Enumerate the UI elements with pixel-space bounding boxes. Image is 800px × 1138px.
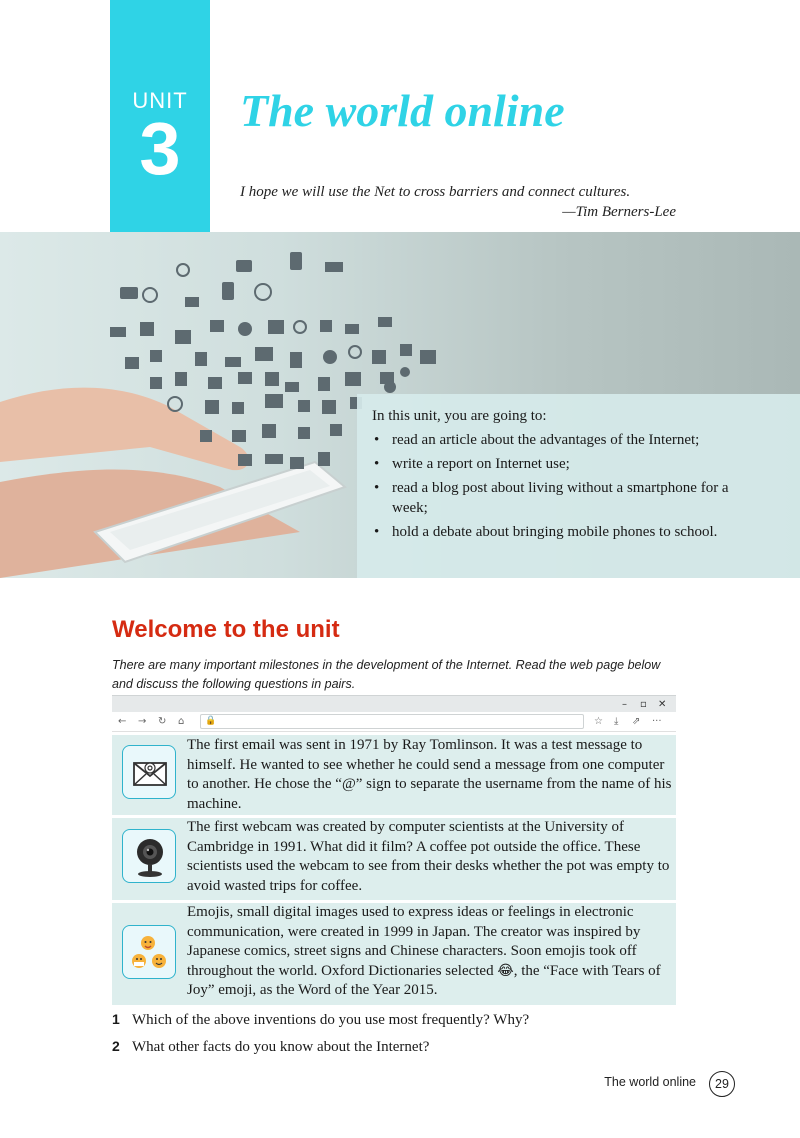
fact-card-email [112, 735, 676, 815]
fact-text: The first webcam was created by computer scientists at the University of Cambridge in 1991. What did it film? A coffee pot outside the office. These scientists used the webcam to see from their desks whether the pot was empty to avoid wasted trips for coffee. [187, 819, 670, 894]
question-1 [112, 1011, 529, 1029]
goal-item: • read a blog post about living without a smartphone for a week; [372, 478, 762, 518]
unit-number: 3 [139, 107, 181, 190]
home-icon[interactable]: ⌂ [178, 716, 185, 727]
question-text: What other facts do you know about the Internet? [132, 1039, 430, 1055]
hand-icon [0, 388, 249, 471]
section-instructions: There are many important milestones in the development of the Internet. Read the web page below and discuss the following questions in pairs. [112, 658, 661, 691]
running-footer: The world online [604, 1075, 696, 1089]
question-number: 1 [112, 1011, 120, 1027]
fact-card-emoji [112, 903, 676, 1005]
more-icon[interactable]: ··· [652, 716, 662, 727]
tears-of-joy-emoji: 😂 [497, 962, 514, 979]
fact-text-main: Emojis, small digital images used to express ideas or feelings in electronic communication, were created in 1999 in Japan. The creator was inspired by Japanese comics, street signs and Chinese characters. Soon emojis took off throughout the world. Oxford Dictionaries selected [187, 904, 641, 979]
lock-icon: 🔒 [205, 716, 217, 726]
minimize-icon[interactable]: – [622, 699, 627, 710]
question-2 [112, 1038, 429, 1056]
fact-text [187, 903, 677, 1001]
unit-title: The world online [240, 85, 565, 136]
fact-text: The first email was sent in 1971 by Ray Tomlinson. It was a test message to himself. He wanted to see whether he could send a message from one computer to another. He chose the “@” sign to separate the username from the name of his machine. [187, 737, 672, 812]
goal-item: • read an article about the advantages of the Internet; [372, 430, 762, 450]
favorite-icon[interactable]: ☆ [594, 716, 603, 727]
browser-toolbar [112, 712, 676, 732]
share-icon[interactable]: ⇗ [632, 716, 641, 727]
back-icon[interactable]: ← [118, 716, 127, 727]
goal-item: • write a report on Internet use; [372, 454, 762, 474]
unit-label: UNIT [132, 88, 188, 113]
fact-card-webcam [112, 818, 676, 900]
question-text: Which of the above inventions do you use most frequently? Why? [132, 1012, 530, 1028]
browser-titlebar [112, 695, 676, 712]
refresh-icon[interactable]: ↻ [158, 716, 167, 727]
goals-intro: In this unit, you are going to: [372, 408, 547, 424]
goal-item: • hold a debate about bringing mobile phones to school. [372, 522, 732, 542]
question-number: 2 [112, 1038, 120, 1054]
section-heading: Welcome to the unit [112, 616, 340, 643]
restore-icon[interactable]: ▫ [640, 699, 647, 710]
forward-icon[interactable]: → [138, 716, 147, 727]
download-icon[interactable]: ⤓ [614, 716, 619, 727]
fact-text-end: , the “Face with Tears of Joy” emoji, as the Word of the Year 2015. [187, 962, 661, 999]
epigraph-author: —Tim Berners-Lee [562, 204, 676, 220]
page-number: 29 [709, 1071, 735, 1097]
close-icon[interactable]: ✕ [658, 699, 667, 710]
address-bar[interactable] [200, 714, 584, 729]
webcam-icon [122, 829, 176, 883]
emoji-icon [122, 925, 176, 979]
email-icon [122, 745, 176, 799]
epigraph-quote: I hope we will use the Net to cross barriers and connect cultures. [240, 184, 631, 200]
goals-list [372, 430, 762, 546]
